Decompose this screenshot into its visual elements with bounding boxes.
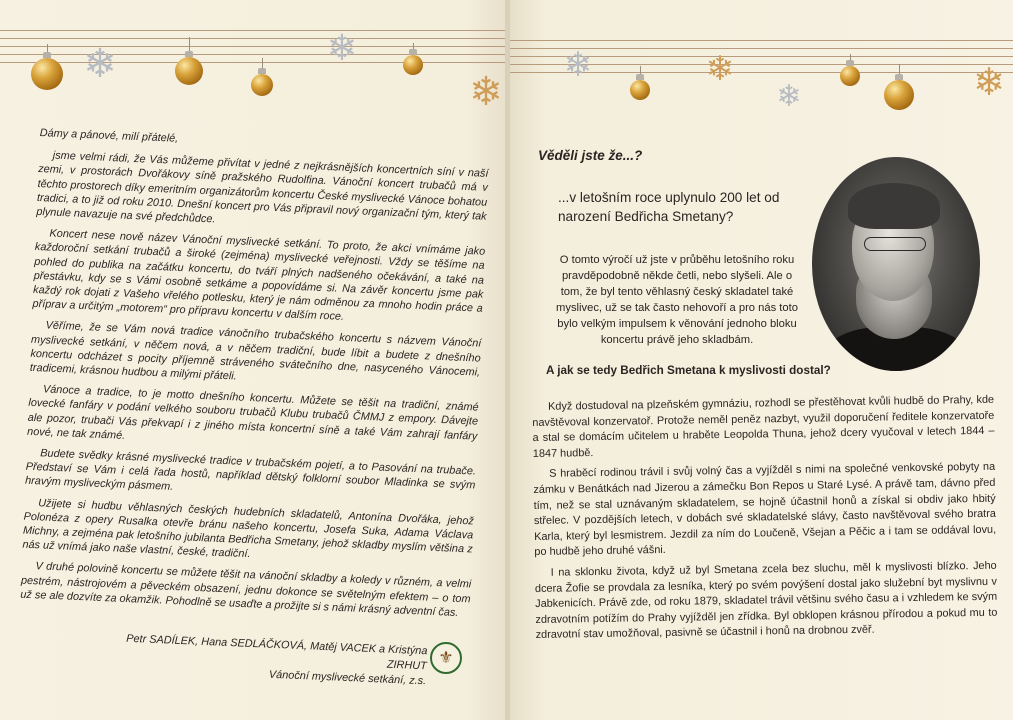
gold-bauble-icon (251, 74, 273, 96)
staff-line (0, 38, 506, 39)
letter-paragraph: Věříme, že se Vám nová tradice vánočního trubačského koncertu s názvem Vánoční myslivecké setkání, v něčem nová, a v něčem tradiční, bude líbit a budete z dnešního koncertu odcházet s pocity příjemně stráveného svátečního dne, nasyceného Vánocemi, tradicemi, krásnou hudbou a milými přáteli. (29, 319, 482, 383)
letter-paragraph: Budete svědky krásné myslivecké tradice v trubačském pojetí, a to Pasování na trubače. Představí se Vám i celá řada hostů, například dětský folklorní soubor Mladinka se svým hravým mysliveckým pásmem. (24, 447, 477, 494)
signature-organization: Vánoční myslivecké setkání, z.s. (268, 668, 427, 688)
gold-bauble-icon (31, 58, 63, 90)
gold-snowflake-icon: ❄ (469, 70, 503, 114)
letter-paragraph: V druhé polovině koncertu se můžete těšit na vánoční skladby a koledy v různém, a velmi pestrém, nástrojovém a pěveckém obsazení, jednu dokonce se světelným efektem – o tom už se ale dozvíte za okamžik. Pohodlně se usaďte a prožijte si s námi krásný adventní čas. (20, 560, 472, 619)
intro-question: ...v letošním roce uplynulo 200 let od narození Bedřicha Smetany? (558, 190, 780, 224)
gold-bauble-icon (884, 80, 914, 110)
signature (84, 630, 466, 691)
greeting: Dámy a pánové, milí přátelé, (39, 126, 179, 145)
smetana-portrait (812, 157, 980, 371)
staff-line (0, 62, 506, 63)
staff-line (0, 30, 506, 31)
staff-line (0, 46, 506, 47)
section-heading: A jak se tedy Bedřich Smetana k myslivosti dostal? (546, 364, 831, 377)
silver-snowflake-icon: ❄ (83, 42, 117, 86)
left-page (0, 0, 506, 720)
article-paragraph: Když dostudoval na plzeňském gymnáziu, rozhodl se přestěhovat kvůli hudbě do Prahy, kde navštěvoval konzervatoř. Protože neměl peněz nazbyt, využil doporučení ředitele konzervatoře a stal se domácím učitelem u hraběte Leopolda Thuna, jehož dcery vyučoval v letech 1844 – 1847 hudbě. (532, 393, 995, 460)
letter-paragraph: Vánoce a tradice, to je motto dnešního koncertu. Můžete se těšit na tradiční, známé lovecké fanfáry v podání velkého souboru trubačů Klubu trubačů ČMMJ z empory. Dávejte ale pozor, trubači Vás překvapí i z jiného místa koncertní síně a také Vám zahrají fanfáry nové, ne tak známé. (26, 383, 479, 443)
gold-bauble-icon (175, 57, 203, 85)
section-title: Věděli jste že...? (538, 148, 643, 163)
right-page (510, 0, 1013, 720)
staff-line (510, 40, 1013, 41)
gold-bauble-icon (630, 80, 650, 100)
signature-names: Petr SADÍLEK, Hana SEDLÁČKOVÁ, Matěj VACEK a Kristýna ZIRHUT (125, 632, 428, 673)
silver-snowflake-icon: ❄ (776, 80, 802, 113)
gold-bauble-icon (840, 66, 860, 86)
intro-body: O tomto výročí už jste v průběhu letošního roku pravděpodobně někde četli, nebo slyšeli. Ale o tom, že byl tento věhlasný český skladatel také myslivec, už se tak často nehovoří a pro nás toto bylo velkým impulsem k věnování jednoho bloku koncertu právě jeho skladbám. (556, 254, 798, 346)
gold-snowflake-icon: ❄ (973, 62, 1005, 104)
article-body (532, 393, 998, 649)
article-paragraph: I na sklonku života, když už byl Smetana zcela bez sluchu, měl k myslivosti blízko. Jeho dcera Žofie se provdala za lesníka, který po svém povýšení dostal jako služební byt myslivnu v Jabkenicích. Právě zde, od roku 1879, skladatel trávil většinu svého času a i vzhledem ke svým zdravotním potížím do Prahy vyjížděl jen zřídka. Byl obklopen krásnou přírodou a pokud mu to zdravotní stav umožňoval, pasivně se účastnil i honů na drobnou zvěř. (534, 559, 998, 642)
gold-snowflake-icon: ❄ (705, 50, 735, 88)
letter-paragraph: Užijete si hudbu věhlasných českých hudebních skladatelů, Antonína Dvořáka, jehož Polonéza z opery Rusalka otevře bránu našeho koncertu, Josefa Suka, Adama Václava Michny, a zejména pak letošního jubilanta Bedřicha Smetany, jehož skladby myslím většina z nás už vnímá jako naše vlastní, české, tradiční. (22, 496, 475, 561)
gold-bauble-icon (403, 55, 423, 75)
article-paragraph: S hraběcí rodinou trávil i svůj volný čas a vyjížděl s nimi na společné venkovské pobyty na zámku v Benátkách nad Jizerou a zámečku Bon Repos u Staré Lysé. A právě tam, dávno před tím, než se stal uznávaným skladatelem, se hojně účastnil honů a získal si obdiv jako hbitý střelec. V pozdějších letech, v dobách své skladatelské slávy, často navštěvoval svého bratra Karla, který byl lesmistrem. Jezdil za ním do Loučeně, Všejan a Pěčic a i tam se oddával lovu, po hudbě jeho druhé vášni. (533, 461, 997, 559)
welcome-letter (20, 126, 490, 628)
silver-snowflake-icon: ❄ (563, 46, 593, 84)
letter-paragraph: jsme velmi rádi, že Vás můžeme přivítat v jedné z nejkrásnějších koncertních síní v naší zemi, v prostorách Dvořákovy síně pražského Rudolfina. Vánoční koncert trubačů má v těchto prostorech díky emeritním organizátorům koncertu České myslivecké Vánoce bohatou tradici, a to již od roku 2010. Dnešní koncert pro Vás připravil nový organizační tým, který tak plynule navazuje na své předchůdce. (36, 149, 489, 226)
letter-paragraph: Koncert nese nově název Vánoční myslivecké setkání. To proto, že akci vnímáme jako každoroční setkání trubačů a široké (zejména) myslivecké veřejnosti. Vždy se těšíme na pohled do publika na začátku koncertu, do tváří plných nadšeného očekávání, a také na přestávku, kdy se s Vámi osobně setkáme a popovídáme si. Na závěr koncertu jsme pak každý rok dojati z Vašeho vřelého potlesku, který je nám odměnou za mnoho hodin práce a příprav a určitým „motorem“ pro přípravu koncertu v dalším roce. (32, 227, 486, 324)
hunting-association-logo-icon: ⚜ (430, 642, 462, 674)
staff-line (0, 54, 506, 55)
silver-snowflake-icon: ❄ (326, 27, 358, 68)
